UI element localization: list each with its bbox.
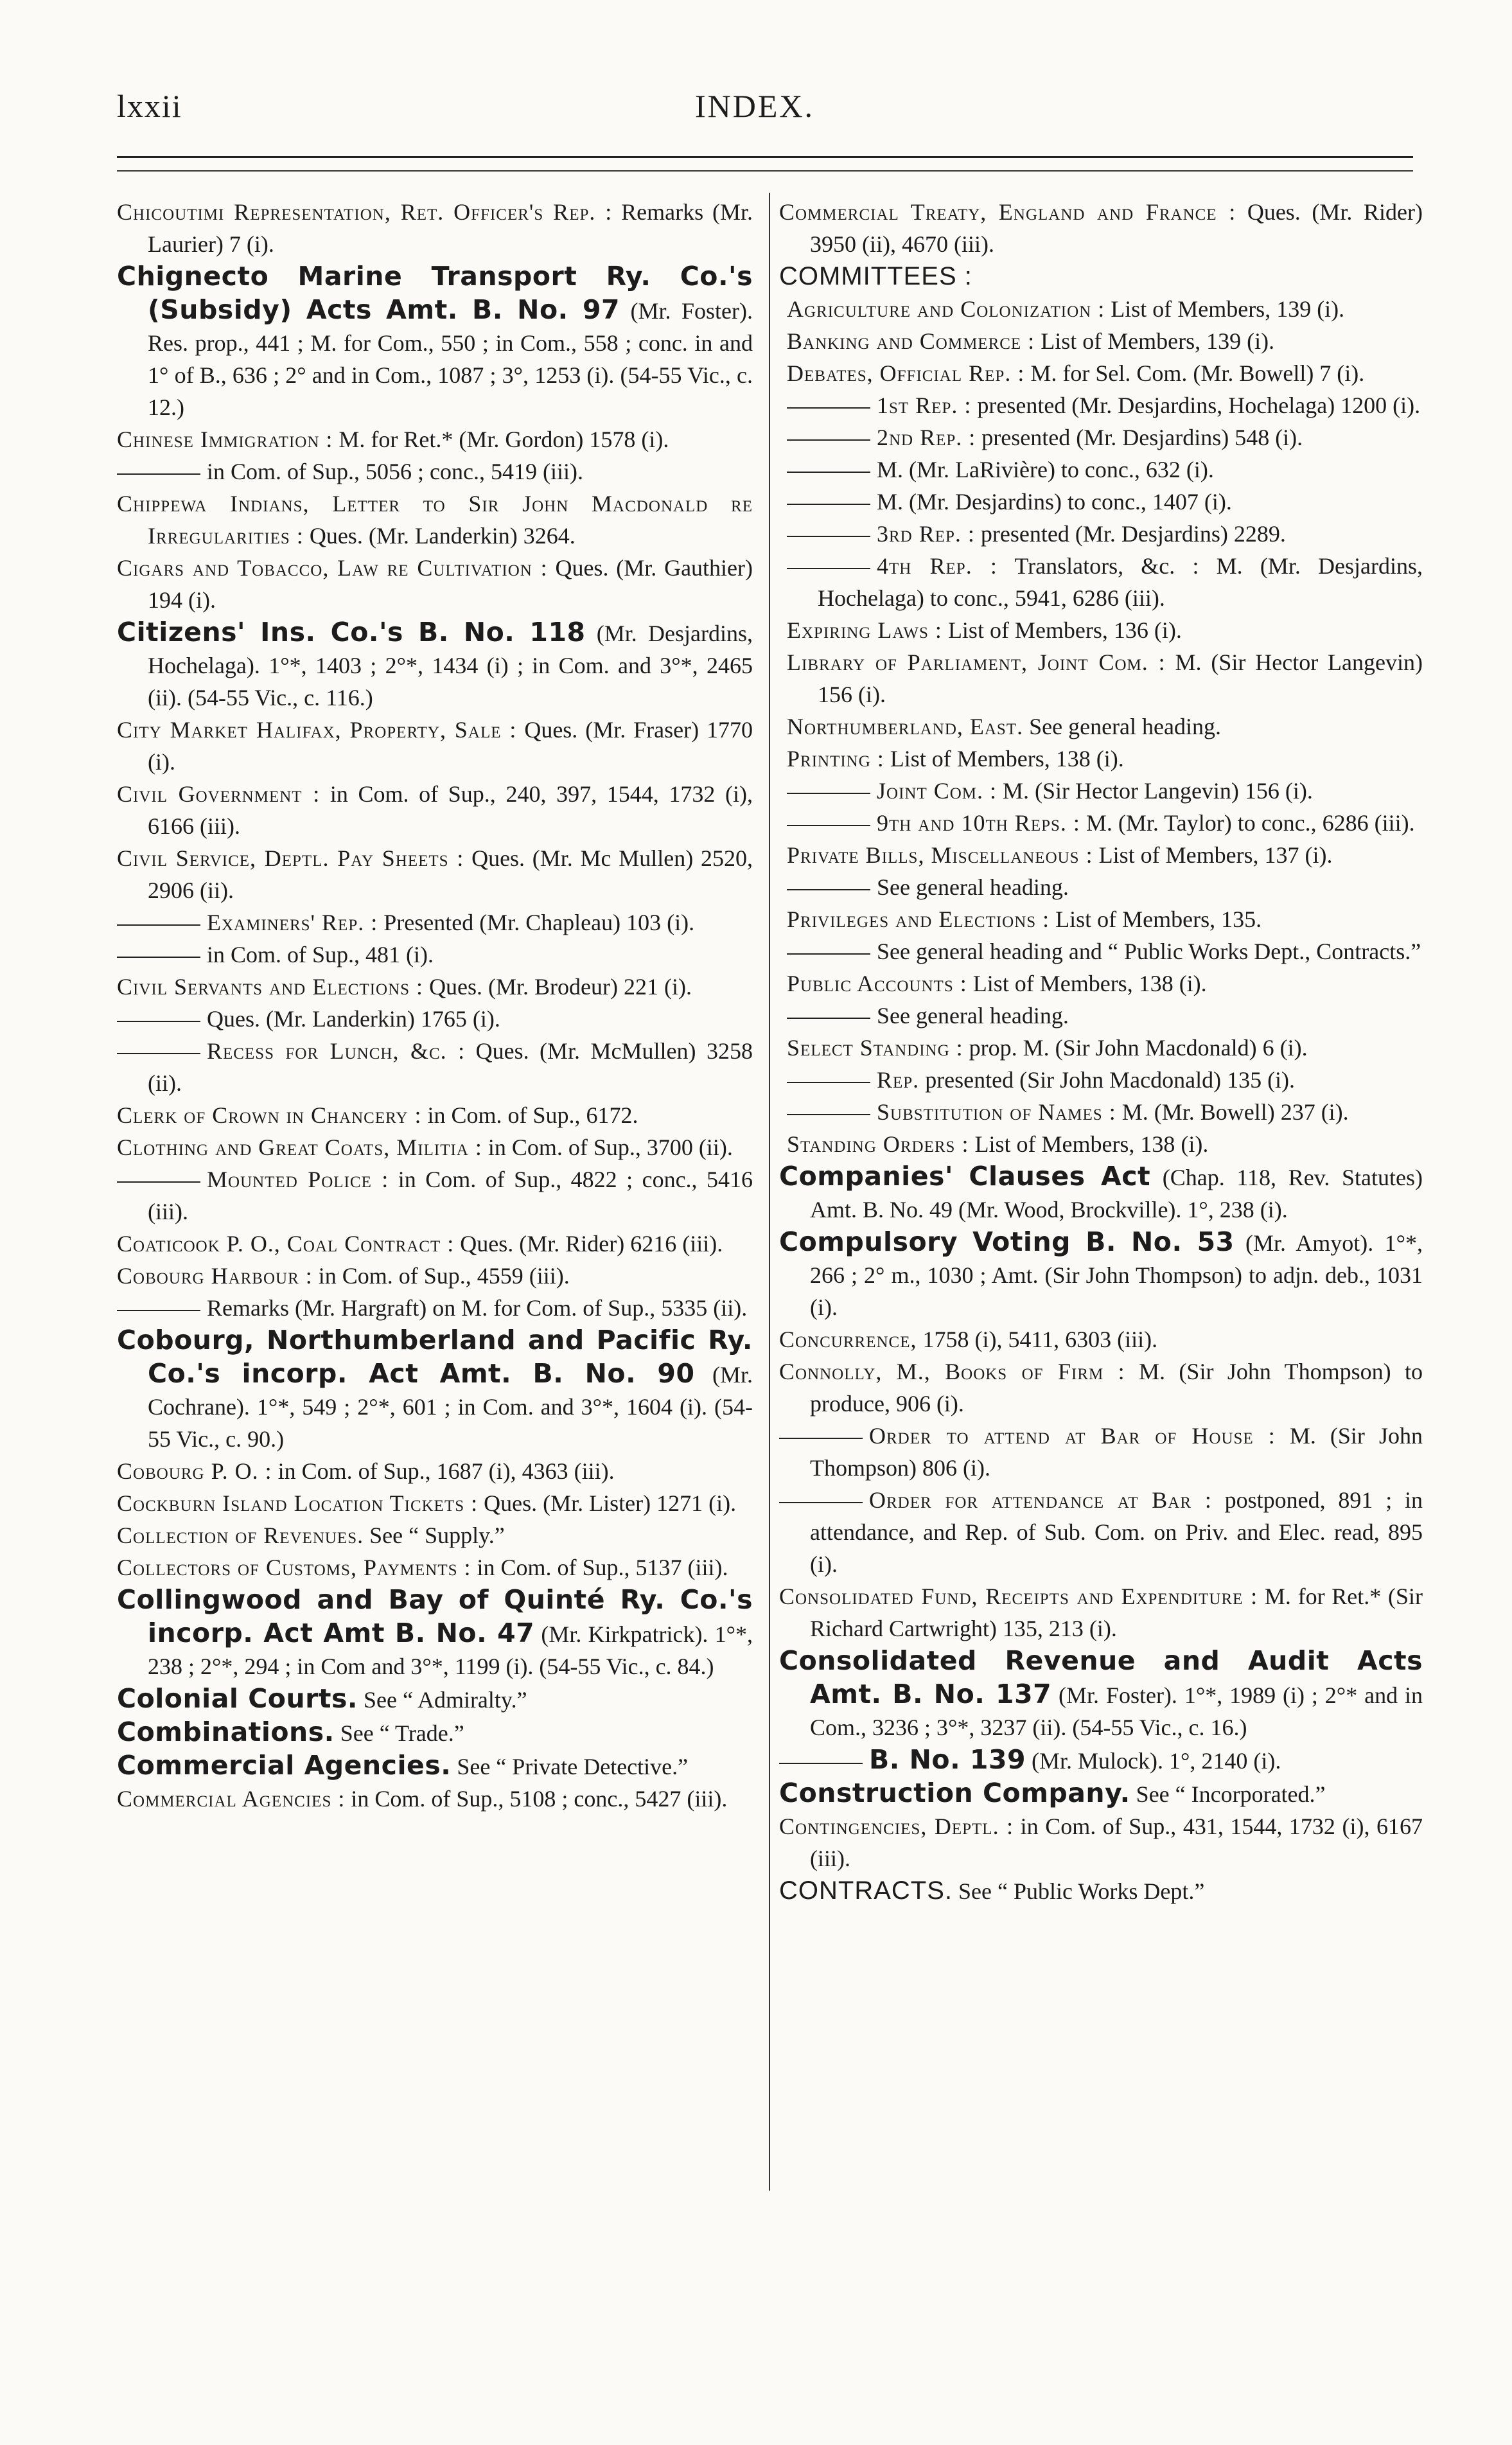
header-rule	[117, 156, 1413, 158]
entry-text: List of Members, 139 (i).	[1105, 296, 1345, 322]
entry-text: in Com. of Sup., 4559 (iii).	[312, 1263, 570, 1289]
entry-heading: Banking and Commerce :	[787, 328, 1035, 354]
index-entry	[779, 1420, 1423, 1484]
entry-heading: Select Standing :	[787, 1035, 963, 1061]
entry-heading: Chinese Immigration :	[117, 427, 333, 452]
entry-heading: Agriculture and Colonization :	[787, 296, 1105, 322]
entry-text: Ques. (Mr. Mc Mullen) 2520, 2906 (ii).	[148, 845, 753, 903]
entry-text: (Mr. Foster). 1°*, 1989 (i) ; 2°* and in Com., 3236 ; 3°*, 3237 (ii). (54-55 Vic., c. 16.)	[810, 1682, 1423, 1740]
index-entry	[117, 1455, 753, 1487]
entry-heading: City Market Halifax, Property, Sale :	[117, 717, 517, 743]
ditto-dash	[787, 889, 870, 890]
index-entry	[779, 1355, 1423, 1420]
entry-heading: Substitution of Names :	[877, 1099, 1116, 1125]
entry-text: postponed, 891 ; in attendance, and Rep. of Sub. Com. on Priv. and Elec. read, 895 (i).	[810, 1487, 1423, 1577]
entry-text: Ques. (Mr. Lister) 1271 (i).	[478, 1490, 737, 1516]
entry-heading: Civil Service, Deptl. Pay Sheets :	[117, 845, 464, 871]
entry-heading: Clerk of Crown in Chancery :	[117, 1102, 422, 1128]
entry-heading: Colonial Courts.	[117, 1683, 358, 1714]
entry-text: in Com. of Sup., 5056 ; conc., 5419 (iii).	[207, 459, 583, 484]
index-entry	[117, 455, 753, 488]
entry-text: Ques. (Mr. Gauthier) 194 (i).	[148, 555, 753, 613]
entry-text: See general heading.	[877, 1003, 1069, 1028]
entry-text: List of Members, 139 (i).	[1035, 328, 1275, 354]
entry-heading: Examiners' Rep. :	[207, 910, 378, 935]
index-entry	[117, 1163, 753, 1228]
ditto-dash	[117, 924, 200, 926]
entry-heading: Joint Com. :	[877, 778, 998, 804]
entry-heading: Cobourg Harbour :	[117, 1263, 313, 1289]
index-entry	[779, 646, 1423, 711]
entry-text: See general heading.	[1023, 714, 1221, 739]
entry-heading: 1st Rep. :	[877, 393, 972, 418]
entry-heading: Chicoutimi Representation, Ret. Officer's Rep. :	[117, 199, 613, 225]
entry-heading: Connolly, M., Books of Firm :	[779, 1359, 1125, 1384]
left-column	[117, 196, 753, 1815]
entry-text: in Com. of Sup., 6172.	[421, 1102, 638, 1128]
index-entry	[779, 1128, 1423, 1160]
index-entry	[117, 1099, 753, 1131]
index-entry	[779, 743, 1423, 775]
ditto-dash	[117, 1181, 200, 1183]
entry-text: List of Members, 136 (i).	[942, 617, 1182, 643]
ditto-dash	[787, 953, 870, 955]
entry-heading: Order for attendance at Bar :	[869, 1487, 1212, 1513]
entry-heading: Cobourg, Northumberland and Pacific Ry. Co.'s incorp. Act Amt. B. No. 90	[117, 1325, 753, 1389]
entry-text: List of Members, 138 (i).	[884, 746, 1124, 772]
entry-heading: Collection of Revenues.	[117, 1523, 364, 1548]
index-entry	[117, 1716, 753, 1749]
entry-heading: Citizens' Ins. Co.'s B. No. 118	[117, 617, 586, 648]
entry-text: in Com. of Sup., 240, 397, 1544, 1732 (i), 6166 (iii).	[148, 781, 753, 839]
entry-heading: Collingwood and Bay of Quinté Ry. Co.'s incorp. Act Amt B. No. 47	[117, 1584, 753, 1648]
ditto-dash	[787, 439, 870, 441]
entry-text: (Mr. Foster). Res. prop., 441 ; M. for Com., 550 ; in Com., 558 ; conc. in and 1° of B., 636 ; 2° and in Com., 1087 ; 3°, 1253 (i). (54-55 Vic., c. 12.)	[148, 298, 753, 420]
entry-text: Presented (Mr. Chapleau) 103 (i).	[378, 910, 695, 935]
index-entry	[117, 1519, 753, 1551]
entry-heading: Consolidated Fund, Receipts and Expenditure :	[779, 1584, 1258, 1609]
ditto-dash	[787, 793, 870, 794]
index-entry	[779, 260, 1423, 293]
ditto-dash	[787, 504, 870, 505]
entry-heading: Construction Company.	[779, 1778, 1130, 1808]
index-entry	[779, 1810, 1423, 1875]
entry-text: Remarks (Mr. Hargraft) on M. for Com. of Sup., 5335 (ii).	[207, 1295, 748, 1321]
index-entry	[779, 967, 1423, 1000]
ditto-dash	[787, 1082, 870, 1083]
entry-heading: Printing :	[787, 746, 884, 772]
index-entry	[117, 1324, 753, 1455]
entry-heading: Concurrence,	[779, 1327, 917, 1352]
index-entry	[779, 293, 1423, 325]
index-entry	[117, 1035, 753, 1099]
entry-text: M. (Mr. Taylor) to conc., 6286 (iii).	[1080, 810, 1415, 836]
entry-text: M. (Sir Hector Langevin) 156 (i).	[818, 649, 1423, 707]
index-entry	[117, 616, 753, 714]
ditto-dash	[787, 568, 870, 569]
entry-text: in Com. of Sup., 1687 (i), 4363 (iii).	[272, 1458, 615, 1484]
entry-heading: Combinations.	[117, 1717, 335, 1747]
entry-heading: Recess for Lunch, &c. :	[207, 1038, 466, 1064]
ditto-dash	[117, 473, 200, 475]
entry-heading: 2nd Rep. :	[877, 425, 976, 450]
entry-heading: Companies' Clauses Act	[779, 1161, 1151, 1192]
entry-heading: Expiring Laws :	[787, 617, 942, 643]
entry-heading: Library of Parliament, Joint Com. :	[787, 649, 1166, 675]
entry-text: (Chap. 118, Rev. Statutes) Amt. B. No. 49 (Mr. Wood, Brockville). 1°, 238 (i).	[810, 1165, 1423, 1222]
entry-heading: Debates, Official Rep. :	[787, 360, 1025, 386]
index-entry	[779, 550, 1423, 614]
page-title: INDEX.	[695, 88, 815, 124]
entry-heading: Cockburn Island Location Tickets :	[117, 1490, 479, 1516]
entry-heading: Compulsory Voting B. No. 53	[779, 1226, 1235, 1257]
index-entry	[779, 357, 1423, 389]
index-entry	[779, 839, 1423, 871]
entry-text: M. (Mr. Bowell) 237 (i).	[1116, 1099, 1349, 1125]
ditto-dash	[117, 1310, 200, 1311]
index-entry	[779, 1580, 1423, 1645]
index-entry	[779, 1875, 1423, 1907]
entry-text: Ques. (Mr. Fraser) 1770 (i).	[148, 717, 753, 775]
index-entry	[117, 1260, 753, 1292]
entry-heading: Consolidated Revenue and Audit Acts Amt. B. No. 137	[779, 1645, 1423, 1709]
index-entry	[117, 1131, 753, 1163]
index-entry	[779, 421, 1423, 454]
entry-text: M. (Sir John Thompson) to produce, 906 (i).	[810, 1359, 1423, 1417]
entry-text: (Mr. Amyot). 1°*, 266 ; 2° m., 1030 ; Amt. (Sir John Thompson) to adjn. deb., 1031 (i).	[810, 1230, 1423, 1320]
entry-heading: 3rd Rep. :	[877, 521, 975, 547]
entry-heading: CONTRACTS.	[779, 1876, 953, 1905]
entry-heading: Rep.	[877, 1067, 920, 1093]
index-entry	[779, 775, 1423, 807]
entry-heading: Commercial Treaty, England and France :	[779, 199, 1236, 225]
entry-text: in Com. of Sup., 481 (i).	[207, 942, 434, 967]
index-entry	[117, 423, 753, 455]
index-entry	[117, 1682, 753, 1716]
entry-text: Ques. (Mr. Landerkin) 1765 (i).	[207, 1006, 500, 1032]
entry-text: Ques. (Mr. Landerkin) 3264.	[303, 523, 576, 549]
ditto-dash	[787, 1114, 870, 1115]
entry-text: presented (Mr. Desjardins, Hochelaga) 1200 (i).	[971, 393, 1421, 418]
index-entry	[117, 196, 753, 260]
page-header	[117, 87, 1414, 132]
entry-text: presented (Mr. Desjardins) 2289.	[974, 521, 1286, 547]
entry-heading: Standing Orders :	[787, 1131, 969, 1157]
entry-text: See “ Trade.”	[334, 1720, 464, 1746]
index-entry	[117, 939, 753, 971]
index-entry	[779, 325, 1423, 357]
index-entry	[779, 903, 1423, 935]
page-number: lxxii	[117, 88, 182, 124]
entry-heading: Chignecto Marine Transport Ry. Co.'s (Subsidy) Acts Amt. B. No. 97	[117, 261, 753, 325]
index-entry	[779, 1226, 1423, 1323]
index-entry	[779, 935, 1423, 967]
entry-heading: 9th and 10th Reps. :	[877, 810, 1080, 836]
entry-heading: Privileges and Elections :	[787, 906, 1050, 932]
ditto-dash	[787, 472, 870, 473]
entry-text: Ques. (Mr. Rider) 6216 (iii).	[454, 1231, 723, 1257]
index-entry	[117, 1003, 753, 1035]
entry-heading: Cobourg P. O. :	[117, 1458, 272, 1484]
entry-text: List of Members, 137 (i).	[1093, 842, 1333, 868]
entry-heading: Collectors of Customs, Payments :	[117, 1555, 471, 1580]
entry-heading: Order to attend at Bar of House :	[869, 1423, 1276, 1449]
index-entry	[779, 807, 1423, 839]
entry-heading: Coaticook P. O., Coal Contract :	[117, 1231, 455, 1257]
entry-heading: B. No. 139	[869, 1744, 1026, 1775]
ditto-dash	[787, 407, 870, 409]
index-entry	[779, 1160, 1423, 1226]
entry-text: See “ Private Detective.”	[451, 1754, 689, 1779]
index-entry	[117, 842, 753, 906]
entry-text: prop. M. (Sir John Macdonald) 6 (i).	[963, 1035, 1308, 1061]
ditto-dash	[787, 536, 870, 537]
index-entry	[779, 389, 1423, 421]
entry-text: presented (Mr. Desjardins) 548 (i).	[976, 425, 1303, 450]
entry-text: M. for Sel. Com. (Mr. Bowell) 7 (i).	[1024, 360, 1365, 386]
entry-heading: 4th Rep. :	[877, 553, 998, 579]
entry-heading: Chippewa Indians, Letter to Sir John Macdonald re Irregularities :	[117, 491, 753, 549]
ditto-dash	[779, 1763, 863, 1764]
index-entry	[779, 1323, 1423, 1355]
entry-text: (Mr. Kirkpatrick). 1°*, 238 ; 2°*, 294 ; in Com and 3°*, 1199 (i). (54-55 Vic., c. 84.)	[148, 1621, 753, 1679]
entry-text: M. (Sir Hector Langevin) 156 (i).	[997, 778, 1313, 804]
entry-heading: Public Accounts :	[787, 971, 967, 996]
index-entry	[779, 518, 1423, 550]
entry-text: M. (Sir John Thompson) 806 (i).	[810, 1423, 1423, 1481]
ditto-dash	[779, 1438, 863, 1439]
entry-heading: Civil Government :	[117, 781, 321, 807]
index-entry	[779, 1096, 1423, 1128]
index-entry	[779, 1743, 1423, 1777]
entry-text: List of Members, 138 (i).	[969, 1131, 1209, 1157]
entry-heading: Private Bills, Miscellaneous :	[787, 842, 1093, 868]
ditto-dash	[787, 1018, 870, 1019]
ditto-dash	[787, 825, 870, 826]
index-entry	[117, 552, 753, 616]
ditto-dash	[779, 1502, 863, 1503]
entry-heading: Mounted Police :	[207, 1167, 389, 1192]
index-entry	[117, 1749, 753, 1783]
index-entry	[779, 1032, 1423, 1064]
index-entry	[117, 714, 753, 778]
entry-text: List of Members, 138 (i).	[967, 971, 1207, 996]
index-entry	[117, 1228, 753, 1260]
index-entry	[117, 906, 753, 939]
entry-text: 1758 (i), 5411, 6303 (iii).	[917, 1327, 1158, 1352]
entry-text: M. (Mr. Desjardins) to conc., 1407 (i).	[877, 489, 1232, 515]
entry-heading: Northumberland, East.	[787, 714, 1024, 739]
index-entry	[117, 1783, 753, 1815]
entry-text: Ques. (Mr. Brodeur) 221 (i).	[423, 974, 692, 1000]
index-entry	[117, 1551, 753, 1584]
entry-heading: Clothing and Great Coats, Militia :	[117, 1134, 482, 1160]
index-entry	[779, 1000, 1423, 1032]
ditto-dash	[117, 1021, 200, 1022]
index-entry	[117, 1584, 753, 1682]
entry-text: (Mr. Desjardins, Hochelaga). 1°*, 1403 ; 2°*, 1434 (i) ; in Com. and 3°*, 2465 (ii). (54-55 Vic., c. 116.)	[148, 621, 753, 711]
entry-text: Translators, &c. : M. (Mr. Desjardins, Hochelaga) to conc., 5941, 6286 (iii).	[818, 553, 1423, 611]
index-entry	[117, 1487, 753, 1519]
index-entry	[779, 486, 1423, 518]
index-entry	[779, 454, 1423, 486]
header-rule-secondary	[117, 170, 1413, 172]
entry-text: See “ Public Works Dept.”	[953, 1878, 1205, 1904]
index-entry	[117, 488, 753, 552]
entry-text: Ques. (Mr. McMullen) 3258 (ii).	[148, 1038, 753, 1096]
index-entry	[779, 871, 1423, 903]
index-entry	[779, 1064, 1423, 1096]
entry-heading: Civil Servants and Elections :	[117, 974, 424, 1000]
entry-text: See general heading.	[877, 874, 1069, 900]
entry-heading: Contingencies, Deptl. :	[779, 1814, 1014, 1839]
entry-text: M. for Ret.* (Sir Richard Cartwright) 135, 213 (i).	[810, 1584, 1423, 1641]
index-entry	[117, 260, 753, 423]
entry-text: M. (Mr. LaRivière) to conc., 632 (i).	[877, 457, 1214, 482]
entry-text: Remarks (Mr. Laurier) 7 (i).	[148, 199, 753, 257]
entry-heading: Cigars and Tobacco, Law re Cultivation :	[117, 555, 548, 581]
entry-text: in Com. of Sup., 431, 1544, 1732 (i), 6167 (iii).	[810, 1814, 1423, 1871]
index-entry	[779, 196, 1423, 260]
ditto-dash	[117, 1053, 200, 1054]
entry-text: See “ Incorporated.”	[1130, 1781, 1326, 1807]
index-entry	[779, 711, 1423, 743]
entry-heading: COMMITTEES :	[779, 262, 972, 290]
entry-text: (Mr. Mulock). 1°, 2140 (i).	[1026, 1748, 1281, 1774]
index-entry	[117, 1292, 753, 1324]
right-column	[779, 196, 1423, 1907]
entry-text: See “ Supply.”	[364, 1523, 505, 1548]
entry-text: in Com. of Sup., 4822 ; conc., 5416 (iii).	[148, 1167, 753, 1224]
entry-text: in Com. of Sup., 5137 (iii).	[471, 1555, 728, 1580]
entry-heading: Commercial Agencies :	[117, 1786, 346, 1812]
index-entry	[779, 1645, 1423, 1743]
index-entry	[779, 614, 1423, 646]
entry-text: M. for Ret.* (Mr. Gordon) 1578 (i).	[333, 427, 669, 452]
index-entry	[117, 778, 753, 842]
column-divider	[769, 193, 770, 2191]
entry-text: See general heading and “ Public Works Dept., Contracts.”	[877, 939, 1421, 964]
entry-text: Ques. (Mr. Rider) 3950 (ii), 4670 (iii).	[810, 199, 1423, 257]
entry-text: in Com. of Sup., 5108 ; conc., 5427 (iii).	[345, 1786, 728, 1812]
ditto-dash	[117, 957, 200, 958]
index-entry	[117, 971, 753, 1003]
entry-text: List of Members, 135.	[1050, 906, 1262, 932]
entry-text: presented (Sir John Macdonald) 135 (i).	[919, 1067, 1296, 1093]
index-entry	[779, 1484, 1423, 1580]
entry-text: (Mr. Cochrane). 1°*, 549 ; 2°*, 601 ; in Com. and 3°*, 1604 (i). (54-55 Vic., c. 90.)	[148, 1362, 753, 1452]
entry-text: in Com. of Sup., 3700 (ii).	[482, 1134, 733, 1160]
entry-heading: Commercial Agencies.	[117, 1750, 452, 1781]
entry-text: See “ Admiralty.”	[357, 1687, 527, 1713]
index-entry	[779, 1777, 1423, 1810]
